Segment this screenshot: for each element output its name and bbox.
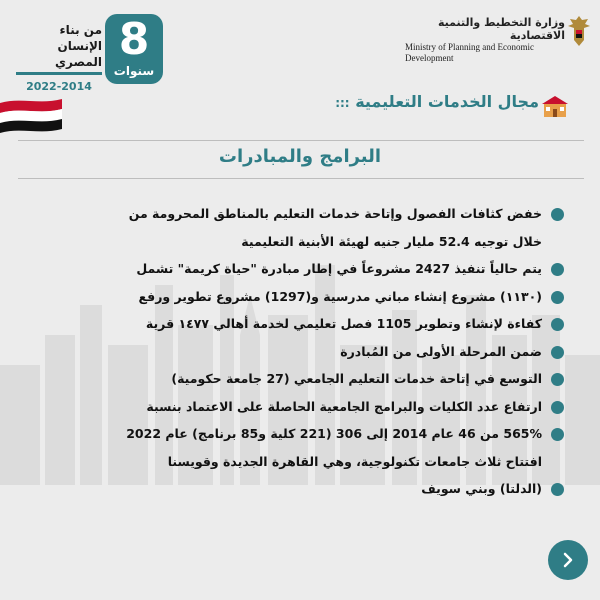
next-button[interactable] — [548, 540, 588, 580]
section-title-text: مجال الخدمات التعليمية — [355, 92, 539, 111]
list-item: ضمن المرحلة الأولى من المُبادرة — [340, 343, 542, 359]
list-bullet — [551, 291, 564, 304]
list-bullet — [551, 401, 564, 414]
ministry-name-english-2: Development — [405, 53, 454, 63]
list-item: خفض كثافات الفصول وإتاحة خدمات التعليم بالمناطق المحرومة من — [128, 206, 542, 221]
ministry-name-english-1: Ministry of Planning and Economic — [405, 42, 534, 52]
list-bullet — [551, 346, 564, 359]
ministry-name-arabic: وزارة التخطيط والتنمية الاقتصادية — [438, 16, 565, 42]
egypt-eagle-emblem-icon — [566, 14, 592, 48]
section-title-dots: ::: — [335, 96, 350, 110]
years-range: 2022-2014 — [26, 80, 92, 93]
list-item: خلال توجيه 52.4 مليار جنيه لهيئة الأبنية التعليمية — [241, 233, 542, 249]
badge-number: 8 — [118, 14, 150, 65]
list-bullet — [551, 373, 564, 386]
slogan-divider — [16, 72, 102, 75]
ministry-name — [405, 16, 565, 64]
egypt-flag-ribbon-icon — [0, 95, 62, 145]
slogan-line-1: من بناء الإنسان — [57, 23, 102, 53]
list-item: يتم حالياً تنفيذ 2427 مشروعاً في إطار مبادرة "حياة كريمة" تشمل — [136, 261, 542, 276]
list-item: (الدلتا) وبني سويف — [421, 481, 542, 496]
chevron-right-icon — [559, 551, 577, 569]
list-item: 565% من 46 عام 2014 إلى 306 (221 كلية و85 برنامج) عام 2022 — [126, 426, 542, 441]
badge-label: سنوات — [113, 64, 155, 78]
section-title — [300, 92, 575, 111]
slogan — [16, 22, 102, 70]
list-item: ارتفاع عدد الكليات والبرامج الجامعية الحاصلة على الاعتماد بنسبة — [146, 398, 542, 414]
list-bullet — [551, 428, 564, 441]
list-item: التوسع في إتاحة خدمات التعليم الجامعي (27 جامعة حكومية) — [171, 371, 542, 386]
list-item: كفاءة لإنشاء وتطوير 1105 فصل تعليمي لخدمة أهالي ١٤٧٧ قرية — [145, 316, 542, 331]
list-item: (١١٣٠) مشروع إنشاء مباني مدرسية و(1297) مشروع تطوير ورفع — [138, 288, 542, 304]
divider-top — [18, 140, 584, 141]
list-bullet — [551, 263, 564, 276]
list-bullet — [551, 208, 564, 221]
slogan-line-2: المصري — [55, 55, 102, 69]
list-bullet — [551, 318, 564, 331]
list-item: افتتاح ثلاث جامعات تكنولوجية، وهي القاهرة الجديدة وقويسنا — [167, 453, 542, 469]
divider-bottom — [18, 178, 584, 179]
list-bullet — [551, 483, 564, 496]
eight-years-badge — [105, 14, 163, 84]
section-subtitle: البرامج والمبادرات — [218, 146, 382, 167]
